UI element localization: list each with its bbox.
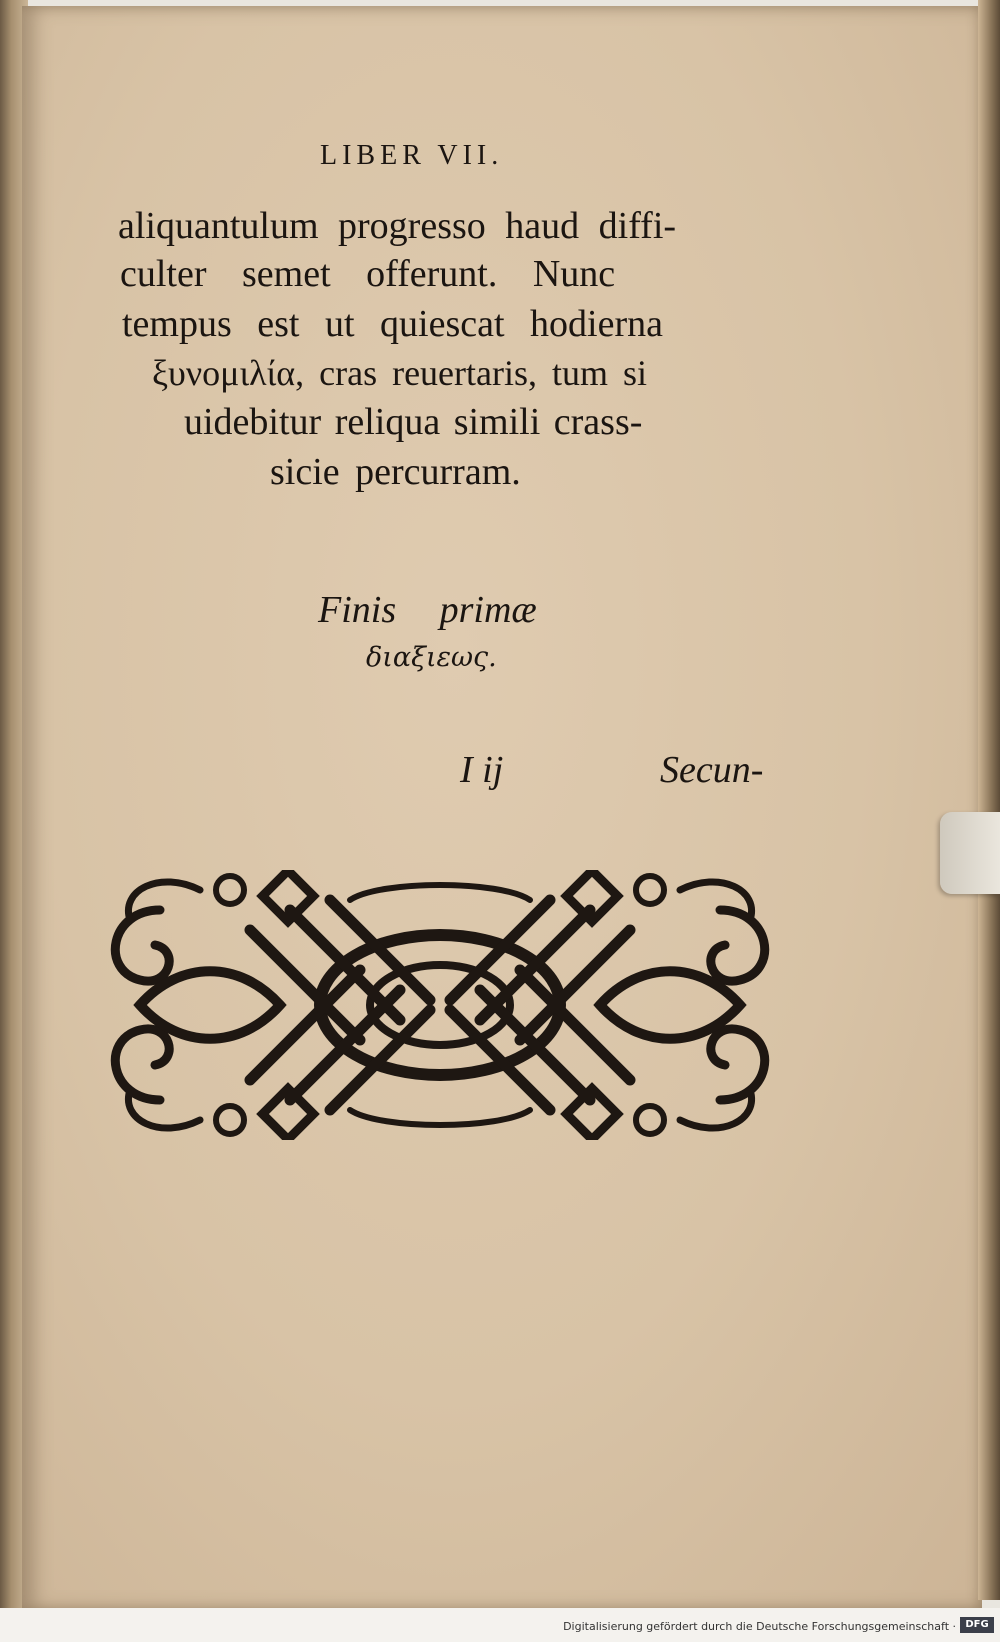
knotwork-ornament — [100, 870, 780, 1140]
body-line-4: ξυνομιλία, cras reuertaris, tum si — [152, 353, 648, 393]
body-line-5: uidebitur reliqua simili crass- — [184, 401, 643, 443]
catchword: Secun- — [660, 749, 764, 791]
finis-line: Finis primæ — [318, 589, 537, 631]
finis-greek: διαξιεως. — [366, 642, 497, 673]
body-line-3: tempus est ut quiescat hodierna — [122, 303, 663, 345]
body-line-6: sicie percurram. — [270, 451, 521, 493]
running-header: LIBER VII. — [320, 140, 504, 171]
dfg-logo: DFG — [960, 1617, 994, 1633]
signature-mark: I ij — [460, 749, 504, 791]
bookmark-tab — [940, 812, 1000, 894]
funding-credit: Digitalisierung gefördert durch die Deutsche Forschungsgemeinschaft · — [563, 1620, 956, 1633]
body-line-1: aliquantulum progresso haud diffi- — [118, 205, 677, 247]
body-line-2: culter semet offerunt. Nunc — [120, 253, 616, 295]
